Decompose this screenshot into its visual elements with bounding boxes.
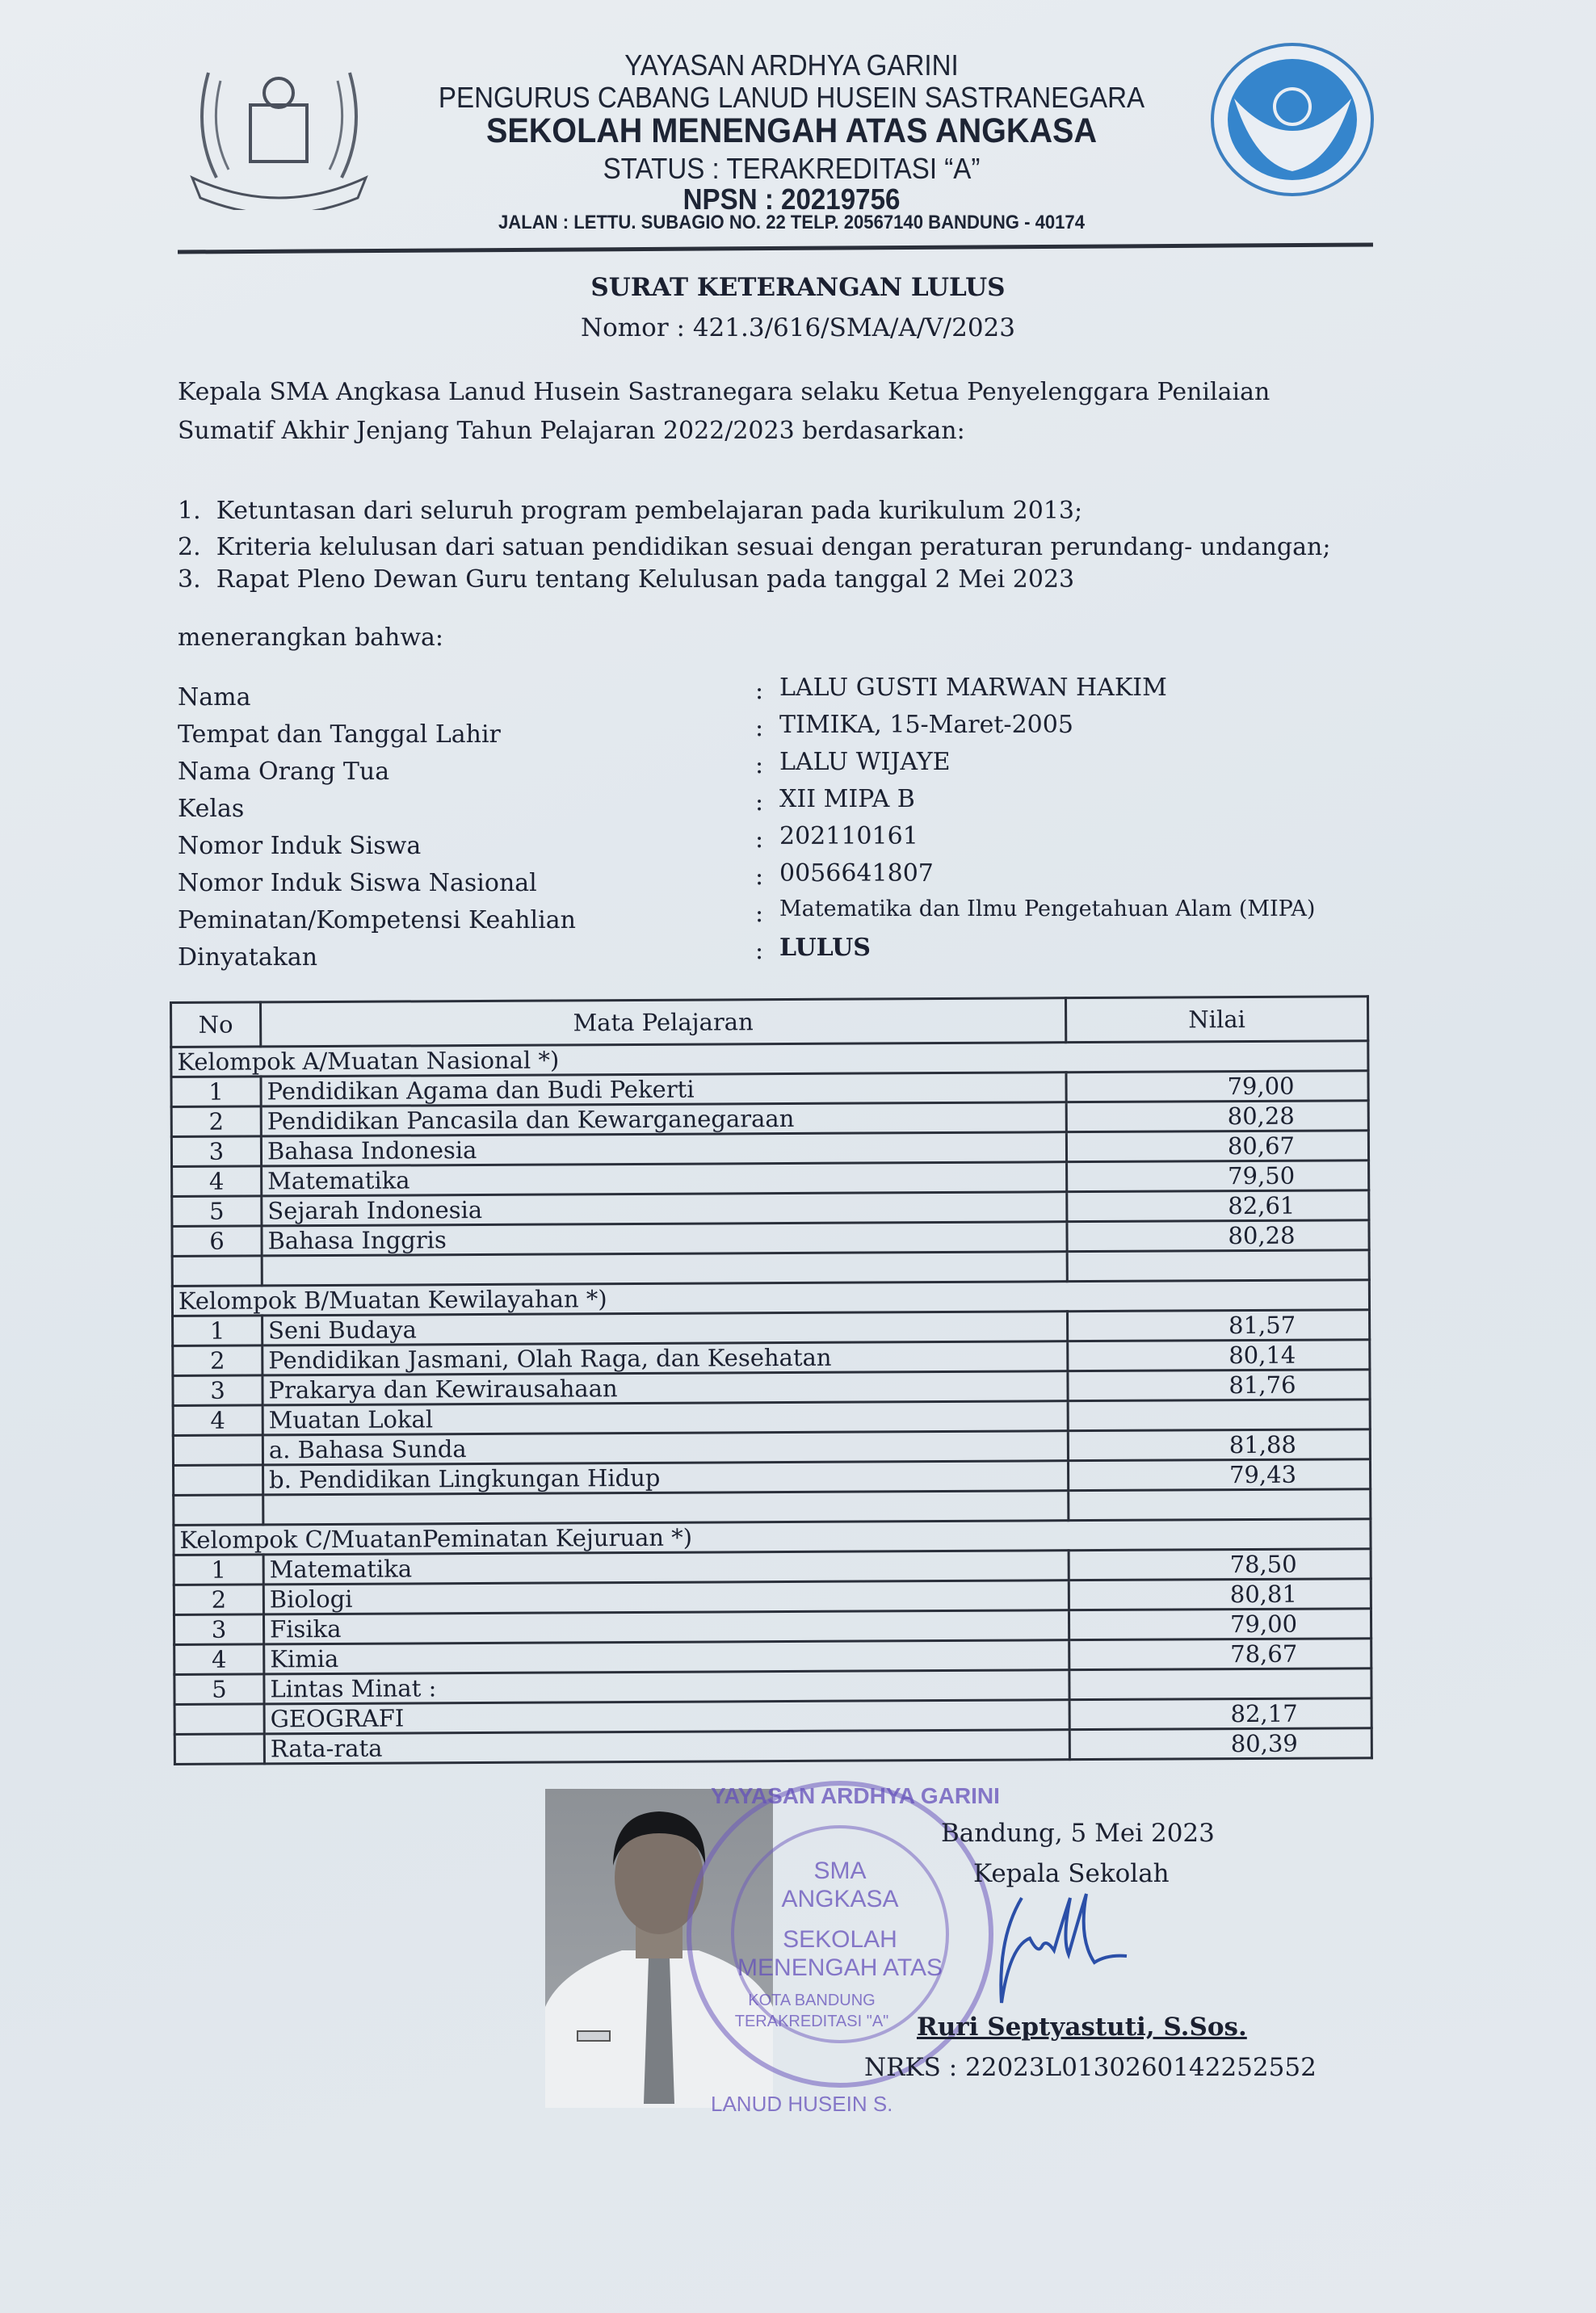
row-no: 1 bbox=[171, 1077, 261, 1107]
signer-name: Ruri Septyastuti, S.Sos. bbox=[917, 2013, 1247, 2042]
row-no: 5 bbox=[172, 1196, 262, 1227]
row-no: 4 bbox=[173, 1405, 262, 1436]
document-title: SURAT KETERANGAN LULUS bbox=[590, 273, 1006, 302]
row-no: 3 bbox=[174, 1614, 263, 1645]
field-value: LALU GUSTI MARWAN HAKIM bbox=[779, 674, 1167, 702]
row-subject: b. Pendidikan Lingkungan Hidup bbox=[263, 1461, 1069, 1495]
row-subject: Seni Budaya bbox=[262, 1312, 1068, 1345]
row-no bbox=[174, 1734, 264, 1765]
row-subject: a. Bahasa Sunda bbox=[262, 1431, 1068, 1465]
row-subject: Sejarah Indonesia bbox=[262, 1192, 1067, 1226]
signer-nrks: NRKS : 22023L0130260142252552 bbox=[864, 2053, 1317, 2082]
field-value: 202110161 bbox=[779, 822, 918, 850]
field-label: Dinyatakan bbox=[178, 943, 318, 972]
row-subject: Rata-rata bbox=[264, 1730, 1069, 1764]
handwritten-signature bbox=[965, 1890, 1143, 2011]
row-no: 2 bbox=[171, 1106, 261, 1137]
row-no bbox=[173, 1435, 262, 1466]
field-label: Nomor Induk Siswa bbox=[178, 832, 422, 860]
row-score: 80,28 bbox=[1067, 1220, 1369, 1252]
school-address: JALAN : LETTU. SUBAGIO NO. 22 TELP. 20567140 BANDUNG - 40174 bbox=[498, 212, 1085, 233]
row-score: 80,39 bbox=[1069, 1728, 1371, 1760]
row-subject: GEOGRAFI bbox=[264, 1700, 1069, 1734]
grades-table bbox=[170, 995, 1373, 1765]
row-score bbox=[1067, 1250, 1369, 1282]
field-colon: : bbox=[755, 714, 764, 742]
table-header-row bbox=[171, 997, 1368, 1047]
field-value: Matematika dan Ilmu Pengetahuan Alam (MIPA) bbox=[779, 896, 1316, 921]
intro-paragraph: Kepala SMA Angkasa Lanud Husein Sastranegara selaku Ketua Penyelenggara Penilaian Sumatif Akhir Jenjang Tahun Pelajaran 2022/2023 berdasarkan: bbox=[178, 378, 1270, 445]
stamp-line-5: KOTA BANDUNG bbox=[748, 1992, 876, 2009]
field-colon: : bbox=[755, 751, 764, 779]
row-no: 2 bbox=[174, 1585, 263, 1615]
row-score: 80,81 bbox=[1069, 1579, 1371, 1610]
document-number: Nomor : 421.3/616/SMA/A/V/2023 bbox=[581, 313, 1015, 342]
row-no bbox=[174, 1495, 263, 1526]
group-label: Kelompok C/MuatanPeminatan Kejuruan *) bbox=[174, 1519, 1371, 1555]
right-logo bbox=[1210, 42, 1376, 197]
row-score: 78,67 bbox=[1069, 1639, 1371, 1670]
signer-position: Kepala Sekolah bbox=[973, 1859, 1170, 1888]
group-label: Kelompok A/Muatan Nasional *) bbox=[171, 1041, 1368, 1077]
row-no: 2 bbox=[173, 1345, 262, 1376]
statement-intro: menerangkan bahwa: bbox=[178, 623, 444, 652]
row-score: 81,57 bbox=[1068, 1310, 1370, 1341]
row-score: 81,88 bbox=[1068, 1429, 1370, 1461]
row-subject: Bahasa Inggris bbox=[262, 1222, 1067, 1256]
field-label: Nama bbox=[178, 683, 251, 712]
row-score: 82,61 bbox=[1067, 1190, 1369, 1222]
row-subject: Pendidikan Agama dan Budi Pekerti bbox=[261, 1073, 1066, 1106]
row-score: 79,00 bbox=[1066, 1071, 1368, 1102]
field-value: LALU WIJAYE bbox=[779, 748, 951, 776]
row-no: 5 bbox=[174, 1674, 264, 1705]
header-subject: Mata Pelajaran bbox=[261, 998, 1066, 1047]
basis-item-3: 3. Rapat Pleno Dewan Guru tentang Kelulusan pada tanggal 2 Mei 2023 bbox=[178, 565, 1075, 594]
row-score: 81,76 bbox=[1068, 1370, 1370, 1401]
field-value: TIMIKA, 15-Maret-2005 bbox=[779, 711, 1073, 739]
stamp-line-6: TERAKREDITASI "A" bbox=[734, 2013, 889, 2030]
field-label: Nomor Induk Siswa Nasional bbox=[178, 869, 537, 897]
row-subject: Muatan Lokal bbox=[262, 1401, 1068, 1435]
branch-name: PENGURUS CABANG LANUD HUSEIN SASTRANEGARA bbox=[438, 81, 1145, 114]
row-subject: Matematika bbox=[263, 1551, 1069, 1585]
group-label: Kelompok B/Muatan Kewilayahan *) bbox=[172, 1280, 1369, 1316]
field-label: Peminatan/Kompetensi Keahlian bbox=[178, 906, 576, 934]
npsn: NPSN : 20219756 bbox=[682, 183, 901, 216]
row-subject: Bahasa Indonesia bbox=[261, 1132, 1066, 1166]
row-no: 3 bbox=[171, 1136, 261, 1167]
foundation-name: YAYASAN ARDHYA GARINI bbox=[624, 48, 959, 82]
row-score bbox=[1068, 1400, 1370, 1431]
field-colon: : bbox=[755, 900, 764, 928]
row-no bbox=[172, 1256, 262, 1287]
school-name: SEKOLAH MENENGAH ATAS ANGKASA bbox=[485, 111, 1098, 150]
stamp-bottom-text: LANUD HUSEIN S. bbox=[711, 2092, 893, 2116]
field-colon: : bbox=[755, 825, 764, 854]
field-label: Tempat dan Tanggal Lahir bbox=[178, 720, 501, 749]
field-colon: : bbox=[755, 863, 764, 891]
row-subject bbox=[263, 1491, 1069, 1525]
row-score: 79,50 bbox=[1067, 1161, 1369, 1192]
field-colon: : bbox=[755, 788, 764, 816]
field-value: 0056641807 bbox=[779, 859, 934, 888]
row-subject: Fisika bbox=[263, 1610, 1069, 1644]
row-score: 79,00 bbox=[1069, 1609, 1371, 1640]
left-logo bbox=[184, 57, 374, 210]
row-score: 80,14 bbox=[1068, 1340, 1370, 1371]
row-score bbox=[1069, 1489, 1371, 1521]
basis-item-1: 1. Ketuntasan dari seluruh program pembelajaran pada kurikulum 2013; bbox=[178, 497, 1083, 525]
row-score: 80,28 bbox=[1066, 1101, 1368, 1132]
basis-item-2: 2. Kriteria kelulusan dari satuan pendidikan sesuai dengan peraturan perundang- undangan; bbox=[178, 533, 1331, 561]
field-colon: : bbox=[755, 937, 764, 965]
field-label: Kelas bbox=[178, 795, 245, 823]
row-no: 3 bbox=[173, 1375, 262, 1406]
row-no: 6 bbox=[172, 1226, 262, 1257]
row-no: 1 bbox=[173, 1316, 262, 1346]
stamp-ring-text: YAYASAN ARDHYA GARINI bbox=[711, 1783, 1000, 1808]
row-subject: Kimia bbox=[264, 1640, 1069, 1674]
row-subject: Lintas Minat : bbox=[264, 1670, 1069, 1704]
stamp-line-2: ANGKASA bbox=[781, 1886, 899, 1912]
row-score: 80,67 bbox=[1066, 1131, 1368, 1162]
accreditation-status: STATUS : TERAKREDITASI “A” bbox=[603, 152, 981, 185]
row-score: 82,17 bbox=[1069, 1698, 1371, 1730]
row-subject: Pendidikan Jasmani, Olah Raga, dan Kesehatan bbox=[262, 1341, 1068, 1375]
field-value: XII MIPA B bbox=[779, 785, 915, 813]
header-no: No bbox=[171, 1002, 261, 1047]
row-subject: Pendidikan Pancasila dan Kewarganegaraan bbox=[261, 1102, 1066, 1136]
field-label: Nama Orang Tua bbox=[178, 758, 390, 786]
row-no bbox=[174, 1704, 264, 1735]
field-value: LULUS bbox=[779, 934, 871, 962]
row-subject: Biologi bbox=[263, 1580, 1069, 1614]
stamp-line-4: MENENGAH ATAS bbox=[737, 1954, 943, 1981]
row-subject: Prakarya dan Kewirausahaan bbox=[262, 1371, 1068, 1405]
row-no: 1 bbox=[174, 1555, 263, 1585]
place-date: Bandung, 5 Mei 2023 bbox=[941, 1819, 1215, 1848]
row-score bbox=[1069, 1669, 1371, 1700]
header-score: Nilai bbox=[1065, 997, 1367, 1043]
row-score: 79,43 bbox=[1068, 1459, 1370, 1491]
stamp-line-3: SEKOLAH bbox=[783, 1926, 897, 1953]
stamp-line-1: SMA bbox=[813, 1858, 867, 1884]
row-subject bbox=[262, 1252, 1067, 1286]
row-no: 4 bbox=[172, 1166, 262, 1197]
field-colon: : bbox=[755, 677, 764, 705]
row-no bbox=[174, 1465, 263, 1496]
table-row bbox=[174, 1728, 1371, 1765]
row-subject: Matematika bbox=[262, 1162, 1067, 1196]
letterhead-divider bbox=[178, 242, 1373, 254]
row-no: 4 bbox=[174, 1644, 264, 1675]
row-score: 78,50 bbox=[1069, 1549, 1371, 1580]
